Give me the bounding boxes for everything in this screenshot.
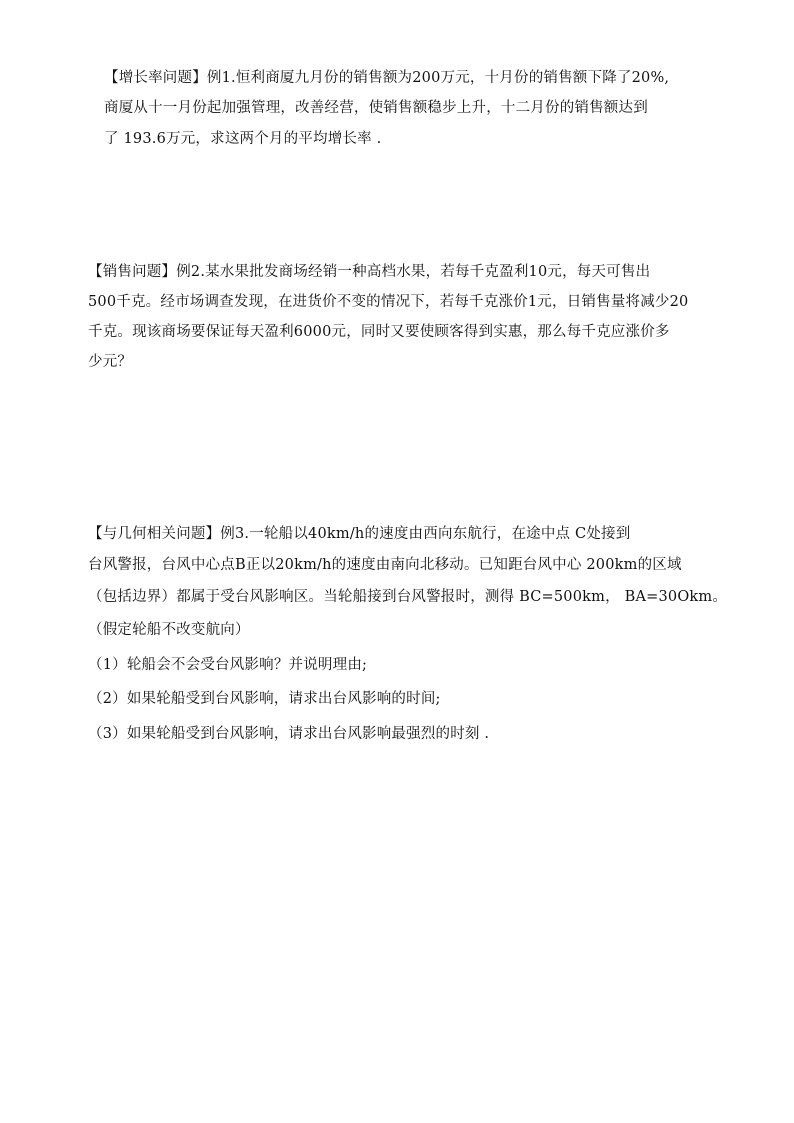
problem-2-line-1: 【销售问题】例2.某水果批发商场经销一种高档水果，若每千克盈利10元，每天可售出 [88,264,651,280]
problem-3-line-6: （2）如果轮船受到台风影响，请求出台风影响的时间; [88,691,441,707]
problem-2-line-4: 少元？ [88,354,133,370]
problem-3-line-2: 台风警报，台风中心点B正以20km/h的速度由南向北移动。已知距台风中心 200km的区域 [88,557,682,573]
problem-3-line-3: （包括边界）都属于受台风影响区。当轮船接到台风警报时，测得 BC=500km， BA=30Okm。 [88,589,728,605]
problem-3-line-5: （1）轮船会不会受台风影响？并说明理由; [88,657,368,673]
problem-3-line-4: （假定轮船不改变航向） [88,622,250,638]
problem-3-line-7: （3）如果轮船受到台风影响，请求出台风影响最强烈的时刻 . [88,726,490,742]
problem-2-line-2: 500千克。经市场调查发现，在进货价不变的情况下，若每千克涨价1元，日销售量将减少20 [88,294,689,310]
problem-1-line-3: 了 193.6万元，求这两个月的平均增长率 . [104,131,382,147]
problem-1-line-2: 商厦从十一月份起加强管理，改善经营，使销售额稳步上升，十二月份的销售额达到 [104,100,648,116]
problem-1-line-1: 【增长率问题】例1.恒利商厦九月份的销售额为200万元，十月份的销售额下降了20%, [104,70,670,86]
problem-2-line-3: 千克。现该商场要保证每天盈利6000元，同时又要使顾客得到实惠，那么每千克应涨价多 [88,324,670,340]
problem-3-line-1: 【与几何相关问题】例3.一轮船以40km/h的速度由西向东航行，在途中点 C处接到 [88,526,631,542]
